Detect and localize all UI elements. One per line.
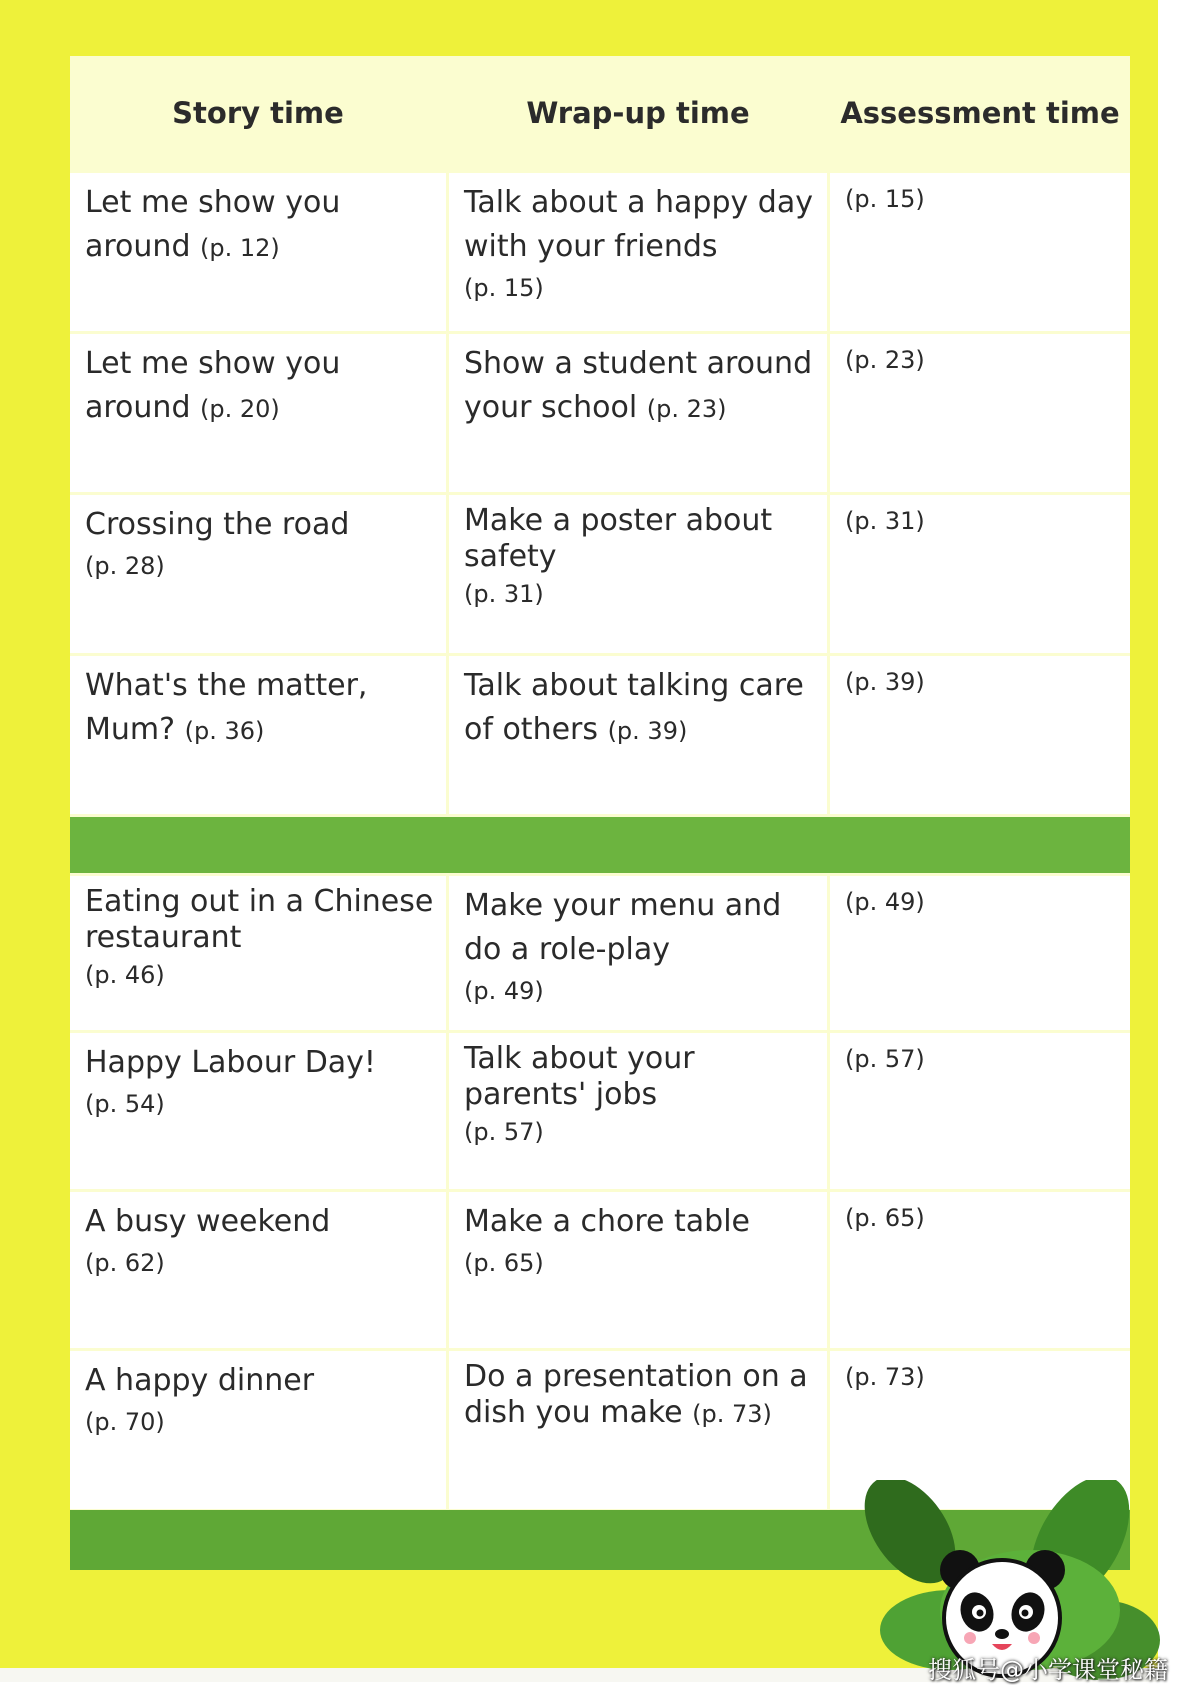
- wrap-cell: [449, 173, 827, 331]
- story-title: A busy weekend: [85, 1204, 331, 1239]
- wrap-title: Talk about your parents' jobs: [464, 1041, 695, 1112]
- wrap-page-ref: (p. 49): [464, 977, 544, 1005]
- story-cell: [70, 495, 446, 653]
- story-title: Eating out in a Chinese restaurant: [85, 884, 434, 955]
- wrap-title: Do a presentation on a dish you make: [464, 1359, 808, 1430]
- story-title: Happy Labour Day!: [85, 1045, 376, 1080]
- story-page-ref: (p. 36): [184, 717, 265, 745]
- assessment-cell: [830, 1033, 1130, 1189]
- story-page-ref: (p. 46): [85, 961, 165, 989]
- story-cell: [70, 334, 446, 492]
- story-page-ref: (p. 54): [85, 1090, 165, 1118]
- wrap-cell: [449, 1033, 827, 1189]
- assessment-page-ref: (p. 31): [845, 507, 925, 535]
- assessment-cell: [830, 334, 1130, 492]
- section-divider-band: [70, 817, 1130, 873]
- story-title: What's the matter, Mum?: [85, 668, 368, 747]
- wrap-cell: [449, 334, 827, 492]
- header-assessment-time: Assessment time: [830, 56, 1130, 170]
- assessment-page-ref: (p. 65): [845, 1204, 925, 1232]
- wrap-page-ref: (p. 57): [464, 1118, 544, 1146]
- story-page-ref: (p. 62): [85, 1249, 165, 1277]
- assessment-page-ref: (p. 73): [845, 1363, 925, 1391]
- wrap-page-ref: (p. 31): [464, 580, 544, 608]
- story-cell: [70, 656, 446, 814]
- assessment-page-ref: (p. 39): [845, 668, 925, 696]
- story-title: A happy dinner: [85, 1363, 315, 1398]
- story-cell: [70, 1192, 446, 1348]
- wrap-title: Talk about talking care of others: [464, 668, 804, 747]
- story-page-ref: (p. 12): [200, 234, 280, 262]
- story-page-ref: (p. 20): [200, 395, 280, 423]
- assessment-page-ref: (p. 23): [845, 346, 925, 374]
- wrap-cell: [449, 656, 827, 814]
- wrap-title: Show a student around your school: [464, 346, 813, 425]
- wrap-page-ref: (p. 65): [464, 1249, 544, 1277]
- assessment-cell: [830, 1192, 1130, 1348]
- assessment-cell: [830, 495, 1130, 653]
- wrap-page-ref: (p. 23): [646, 395, 727, 423]
- header-story-time: Story time: [70, 56, 446, 170]
- wrap-title: Talk about a happy day with your friends: [464, 185, 813, 264]
- story-cell: [70, 1351, 446, 1509]
- assessment-page-ref: (p. 49): [845, 888, 925, 916]
- assessment-cell: [830, 876, 1130, 1030]
- story-title: Crossing the road: [85, 507, 350, 542]
- wrap-page-ref: (p. 15): [464, 274, 544, 302]
- watermark: 搜狐号@小学课堂秘籍: [928, 1656, 1168, 1684]
- story-title: Let me show you around: [85, 346, 341, 425]
- wrap-cell: [449, 1192, 827, 1348]
- story-title: Let me show you around: [85, 185, 341, 264]
- scan-edge: [1158, 0, 1190, 1682]
- wrap-title: Make a chore table: [464, 1204, 750, 1239]
- story-cell: [70, 173, 446, 331]
- assessment-page-ref: (p. 15): [845, 185, 925, 213]
- wrap-title: Make a poster about safety: [464, 503, 773, 574]
- assessment-page-ref: (p. 57): [845, 1045, 925, 1073]
- wrap-cell: [449, 495, 827, 653]
- assessment-cell: [830, 656, 1130, 814]
- story-cell: [70, 876, 446, 1030]
- header-wrap-up-time: Wrap-up time: [449, 56, 827, 170]
- story-cell: [70, 1033, 446, 1189]
- story-page-ref: (p. 28): [85, 552, 165, 580]
- wrap-title: Make your menu and do a role-play: [464, 888, 782, 967]
- wrap-cell: [449, 1351, 827, 1509]
- wrap-cell: [449, 876, 827, 1030]
- story-page-ref: (p. 70): [85, 1408, 165, 1436]
- table-header: [70, 56, 1130, 170]
- wrap-page-ref: (p. 73): [692, 1400, 772, 1428]
- wrap-page-ref: (p. 39): [607, 717, 688, 745]
- assessment-cell: [830, 173, 1130, 331]
